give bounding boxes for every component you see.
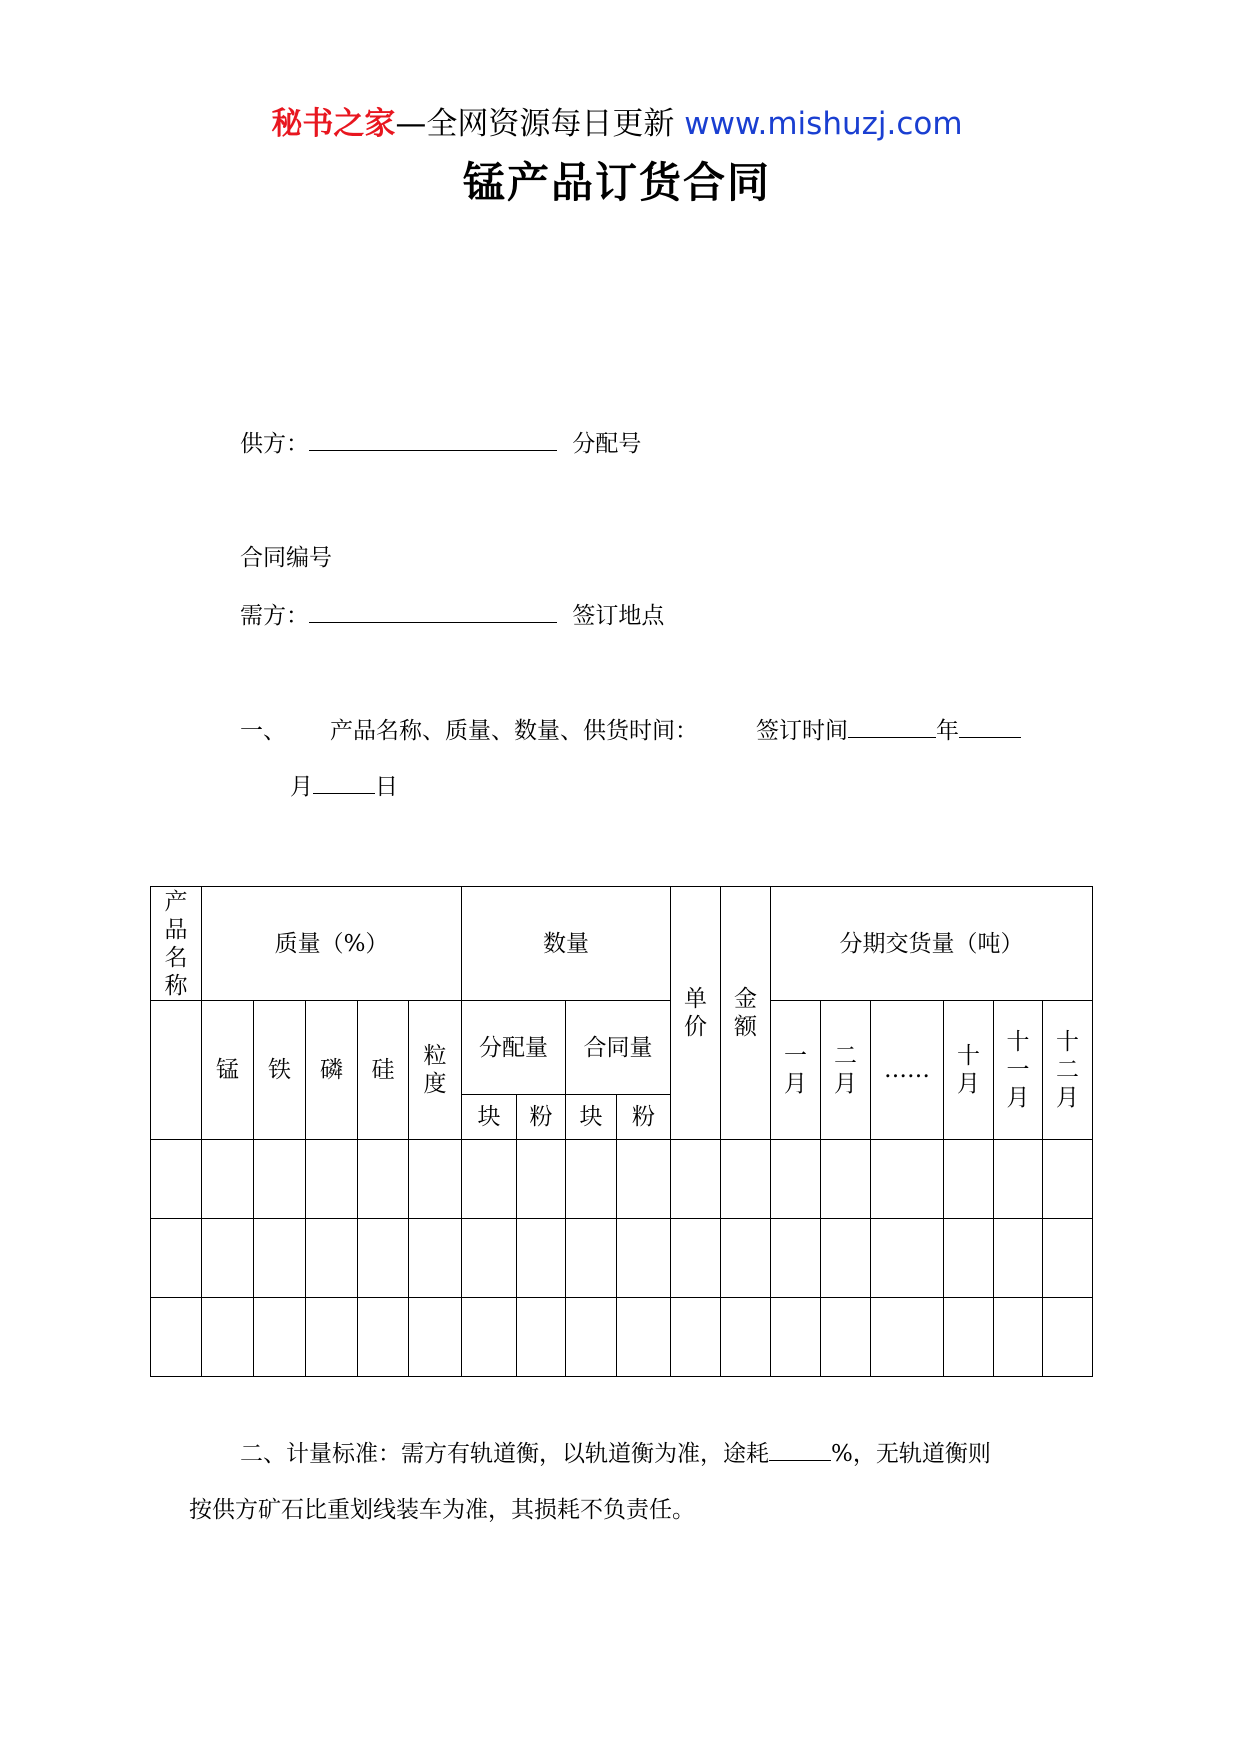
table-cell[interactable] — [671, 1298, 721, 1377]
table-cell[interactable] — [994, 1219, 1043, 1298]
year-label: 年 — [936, 718, 959, 744]
table-cell[interactable] — [151, 1140, 202, 1219]
table-cell[interactable] — [721, 1219, 771, 1298]
table-cell[interactable] — [462, 1298, 517, 1377]
table-cell[interactable] — [462, 1219, 517, 1298]
section1-number: 一、 — [240, 718, 286, 744]
table-cell[interactable] — [871, 1298, 944, 1377]
table-cell[interactable] — [671, 1219, 721, 1298]
table-cell[interactable] — [254, 1219, 306, 1298]
product-table — [150, 886, 1093, 1377]
amount-header: 金额 — [721, 887, 771, 1140]
allot-powder-header: 粉 — [517, 1095, 566, 1140]
table-row — [151, 1298, 1093, 1377]
table-cell[interactable] — [617, 1140, 671, 1219]
table-cell[interactable] — [517, 1140, 566, 1219]
table-cell[interactable] — [944, 1140, 994, 1219]
element-granularity: 粒度 — [409, 1001, 462, 1140]
allot-qty-header: 分配量 — [462, 1001, 566, 1095]
table-cell[interactable] — [617, 1298, 671, 1377]
element-phosphorus: 磷 — [306, 1001, 358, 1140]
month-12-header: 十二月 — [1043, 1001, 1093, 1140]
banner-brand: 秘书之家 — [271, 106, 396, 142]
table-cell[interactable] — [871, 1219, 944, 1298]
section1-line2 — [290, 771, 398, 802]
table-cell[interactable] — [994, 1140, 1043, 1219]
table-cell[interactable] — [566, 1298, 617, 1377]
product-name-subcell — [151, 1001, 202, 1140]
table-cell[interactable] — [771, 1298, 821, 1377]
month-blank[interactable] — [959, 715, 1021, 738]
table-cell[interactable] — [358, 1298, 409, 1377]
table-cell[interactable] — [517, 1298, 566, 1377]
table-cell[interactable] — [517, 1219, 566, 1298]
table-cell[interactable] — [994, 1298, 1043, 1377]
signing-place-label: 签订地点 — [572, 603, 665, 629]
section1-line — [240, 715, 1021, 746]
month-ellipsis-header: …… — [871, 1001, 944, 1140]
quantity-header: 数量 — [462, 887, 671, 1001]
loss-rate-blank[interactable] — [769, 1438, 831, 1461]
buyer-line — [240, 600, 664, 631]
buyer-label: 需方： — [240, 603, 309, 629]
table-cell[interactable] — [306, 1298, 358, 1377]
supplier-blank[interactable] — [309, 428, 557, 451]
table-cell[interactable] — [358, 1219, 409, 1298]
table-cell[interactable] — [1043, 1298, 1093, 1377]
table-cell[interactable] — [566, 1140, 617, 1219]
table-cell[interactable] — [617, 1219, 671, 1298]
element-silicon: 硅 — [358, 1001, 409, 1140]
table-cell[interactable] — [944, 1219, 994, 1298]
table-row — [151, 1219, 1093, 1298]
supplier-line — [240, 428, 641, 459]
unit-price-header: 单价 — [671, 887, 721, 1140]
table-cell[interactable] — [151, 1219, 202, 1298]
section2-line1 — [240, 1438, 991, 1469]
table-cell[interactable] — [151, 1298, 202, 1377]
allot-number-label: 分配号 — [572, 431, 642, 457]
day-label: 日 — [375, 774, 398, 800]
table-cell[interactable] — [254, 1298, 306, 1377]
contract-qty-header: 合同量 — [566, 1001, 671, 1095]
table-cell[interactable] — [671, 1140, 721, 1219]
quality-header: 质量（%） — [202, 887, 462, 1001]
document-title: 锰产品订货合同 — [462, 158, 771, 207]
banner-slogan: —全网资源每日更新 — [395, 106, 675, 142]
table-cell[interactable] — [771, 1140, 821, 1219]
contract-powder-header: 粉 — [617, 1095, 671, 1140]
table-cell[interactable] — [566, 1219, 617, 1298]
site-banner — [0, 104, 1234, 144]
table-cell[interactable] — [1043, 1219, 1093, 1298]
table-row — [151, 1140, 1093, 1219]
table-cell[interactable] — [821, 1140, 871, 1219]
table-cell[interactable] — [462, 1140, 517, 1219]
section1-heading: 产品名称、质量、数量、供货时间： — [330, 718, 698, 744]
contract-lump-header: 块 — [566, 1095, 617, 1140]
table-cell[interactable] — [254, 1140, 306, 1219]
buyer-blank[interactable] — [309, 600, 557, 623]
section2-text-b: %，无轨道衡则 — [831, 1441, 991, 1467]
table-cell[interactable] — [202, 1298, 254, 1377]
delivery-header: 分期交货量（吨） — [771, 887, 1093, 1001]
signed-time-label: 签订时间 — [756, 718, 848, 744]
table-cell[interactable] — [409, 1140, 462, 1219]
supplier-label: 供方： — [240, 431, 309, 457]
year-blank[interactable] — [848, 715, 936, 738]
table-cell[interactable] — [306, 1219, 358, 1298]
month-11-header: 十一月 — [994, 1001, 1043, 1140]
table-cell[interactable] — [944, 1298, 994, 1377]
month-label: 月 — [290, 774, 313, 800]
product-name-header: 产品名称 — [151, 887, 202, 1001]
contract-number-label: 合同编号 — [240, 545, 332, 571]
banner-url[interactable]: www.mishuzj.com — [684, 106, 963, 142]
allot-lump-header: 块 — [462, 1095, 517, 1140]
element-iron: 铁 — [254, 1001, 306, 1140]
table-cell[interactable] — [306, 1140, 358, 1219]
month-2-header: 二月 — [821, 1001, 871, 1140]
table-cell[interactable] — [409, 1219, 462, 1298]
table-cell[interactable] — [721, 1140, 771, 1219]
section2-text-a: 二、计量标准：需方有轨道衡，以轨道衡为准，途耗 — [240, 1441, 769, 1467]
element-manganese: 锰 — [202, 1001, 254, 1140]
day-blank[interactable] — [313, 771, 375, 794]
section2-line2: 按供方矿石比重划线装车为准，其损耗不负责任。 — [189, 1497, 695, 1523]
table-cell[interactable] — [202, 1219, 254, 1298]
month-1-header: 一月 — [771, 1001, 821, 1140]
table-cell[interactable] — [202, 1140, 254, 1219]
table-cell[interactable] — [721, 1298, 771, 1377]
table-cell[interactable] — [1043, 1140, 1093, 1219]
month-10-header: 十月 — [944, 1001, 994, 1140]
table-cell[interactable] — [821, 1219, 871, 1298]
table-cell[interactable] — [409, 1298, 462, 1377]
table-cell[interactable] — [771, 1219, 821, 1298]
table-cell[interactable] — [358, 1140, 409, 1219]
table-cell[interactable] — [871, 1140, 944, 1219]
table-cell[interactable] — [821, 1298, 871, 1377]
